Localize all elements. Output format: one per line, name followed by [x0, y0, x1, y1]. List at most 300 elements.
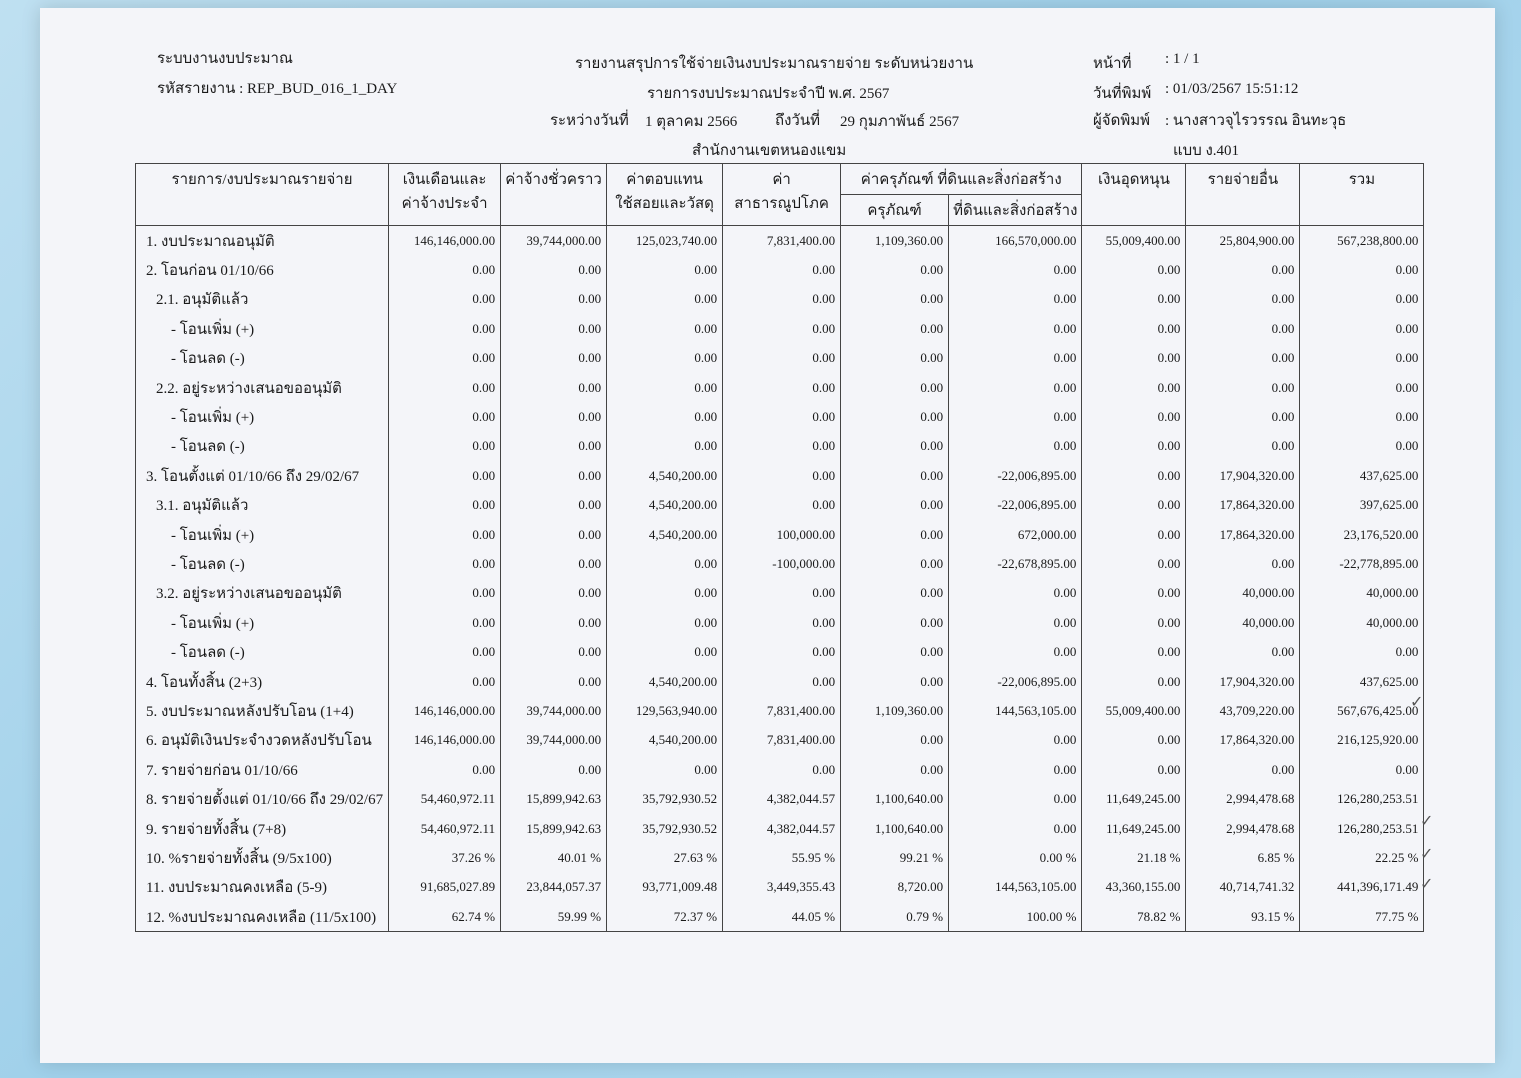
col-utility: [723, 164, 841, 226]
table-cell: 0.00: [1300, 344, 1424, 373]
table-cell: 0.00: [501, 285, 607, 314]
table-row: [136, 285, 1424, 314]
table-cell: 43,709,220.00: [1186, 696, 1300, 725]
col-capital-group: ค่าครุภัณฑ์ ที่ดินและสิ่งก่อสร้าง: [841, 164, 1082, 195]
table-cell: 0.00: [607, 285, 723, 314]
table-cell: 0.00: [501, 255, 607, 284]
table-cell: 0.00: [723, 314, 841, 343]
table-cell: 126,280,253.51: [1300, 814, 1424, 843]
table-cell: 0.00: [841, 637, 949, 666]
budget-table: [135, 163, 1424, 932]
row-label: 6. อนุมัติเงินประจำงวดหลังปรับโอน: [136, 726, 389, 755]
table-cell: 0.00: [389, 373, 501, 402]
table-cell: 0.00: [1082, 755, 1186, 784]
table-row: [136, 402, 1424, 431]
table-cell: 0.00: [723, 373, 841, 402]
date-to: 29 กุมภาพันธ์ 2567: [840, 114, 960, 130]
col-item: รายการ/งบประมาณรายจ่าย: [136, 164, 389, 226]
table-cell: 54,460,972.11: [389, 784, 501, 813]
check-mark: ✓: [1410, 694, 1424, 711]
table-cell: 0.00: [1082, 461, 1186, 490]
table-cell: 0.00: [1082, 549, 1186, 578]
table-cell: 0.00: [841, 314, 949, 343]
table-cell: 0.00: [1186, 285, 1300, 314]
table-cell: 7,831,400.00: [723, 226, 841, 256]
row-label: - โอนเพิ่ม (+): [136, 402, 389, 431]
col-other: รายจ่ายอื่น: [1186, 164, 1300, 226]
table-cell: 1,109,360.00: [841, 696, 949, 725]
check-mark: ✓: [1420, 846, 1434, 863]
table-cell: 0.00: [1300, 637, 1424, 666]
table-cell: 0.00: [1300, 755, 1424, 784]
table-cell: 21.18 %: [1082, 843, 1186, 872]
table-cell: 146,146,000.00: [389, 696, 501, 725]
table-cell: 0.00: [1186, 549, 1300, 578]
table-cell: 0.00: [1082, 432, 1186, 461]
table-cell: 1,100,640.00: [841, 814, 949, 843]
table-cell: 125,023,740.00: [607, 226, 723, 256]
table-cell: 7,831,400.00: [723, 726, 841, 755]
table-cell: 15,899,942.63: [501, 784, 607, 813]
table-cell: 40,714,741.32: [1186, 873, 1300, 902]
row-label: 5. งบประมาณหลังปรับโอน (1+4): [136, 696, 389, 725]
table-cell: 216,125,920.00: [1300, 726, 1424, 755]
table-cell: 0.00: [841, 373, 949, 402]
page-value: : 1 / 1: [1165, 51, 1200, 67]
table-cell: 54,460,972.11: [389, 814, 501, 843]
table-cell: 3,449,355.43: [723, 873, 841, 902]
check-mark: ✓: [1420, 876, 1434, 893]
row-label: 2.1. อนุมัติแล้ว: [136, 285, 389, 314]
table-cell: 4,382,044.57: [723, 784, 841, 813]
row-label: - โอนเพิ่ม (+): [136, 608, 389, 637]
table-cell: 6.85 %: [1186, 843, 1300, 872]
table-cell: 2,994,478.68: [1186, 814, 1300, 843]
table-row: [136, 373, 1424, 402]
table-cell: 437,625.00: [1300, 461, 1424, 490]
row-label: 3.2. อยู่ระหว่างเสนอขออนุมัติ: [136, 579, 389, 608]
table-cell: 0.00: [841, 432, 949, 461]
table-cell: 0.00: [1082, 255, 1186, 284]
table-cell: 0.00: [949, 814, 1082, 843]
table-cell: -22,678,895.00: [949, 549, 1082, 578]
table-cell: 0.00: [841, 520, 949, 549]
table-cell: 0.00: [841, 579, 949, 608]
table-cell: 0.00: [389, 314, 501, 343]
table-row: [136, 637, 1424, 666]
table-cell: 55,009,400.00: [1082, 226, 1186, 256]
table-cell: 39,744,000.00: [501, 726, 607, 755]
table-cell: 23,844,057.37: [501, 873, 607, 902]
table-cell: 0.00: [841, 726, 949, 755]
table-cell: 0.00: [1186, 755, 1300, 784]
table-row: [136, 667, 1424, 696]
table-cell: -100,000.00: [723, 549, 841, 578]
table-cell: 0.00: [389, 285, 501, 314]
table-cell: 40,000.00: [1186, 579, 1300, 608]
table-cell: 0.00: [501, 520, 607, 549]
report-paper: [40, 8, 1495, 1063]
table-cell: 0.00: [1082, 344, 1186, 373]
table-cell: 166,570,000.00: [949, 226, 1082, 256]
table-row: [136, 549, 1424, 578]
table-cell: 144,563,105.00: [949, 696, 1082, 725]
print-date-label: วันที่พิมพ์: [1093, 86, 1152, 102]
table-cell: 0.00: [501, 608, 607, 637]
table-row: [136, 608, 1424, 637]
table-cell: 0.00: [389, 755, 501, 784]
table-cell: 397,625.00: [1300, 491, 1424, 520]
table-cell: 0.00: [389, 579, 501, 608]
table-cell: 27.63 %: [607, 843, 723, 872]
report-title: รายงานสรุปการใช้จ่ายเงินงบประมาณรายจ่าย ระดับหน่วยงาน: [575, 56, 974, 72]
table-cell: 0.00 %: [949, 843, 1082, 872]
table-cell: 40,000.00: [1186, 608, 1300, 637]
table-cell: 0.00: [841, 402, 949, 431]
table-cell: 22.25 %: [1300, 843, 1424, 872]
table-cell: 0.00: [1186, 402, 1300, 431]
date-from-label: ระหว่างวันที่: [550, 113, 629, 129]
table-cell: 0.00: [607, 402, 723, 431]
table-cell: 44.05 %: [723, 902, 841, 932]
table-cell: 0.00: [501, 549, 607, 578]
table-cell: 4,540,200.00: [607, 520, 723, 549]
table-cell: 144,563,105.00: [949, 873, 1082, 902]
row-label: 11. งบประมาณคงเหลือ (5-9): [136, 873, 389, 902]
table-cell: 4,540,200.00: [607, 667, 723, 696]
table-cell: 0.00: [1186, 314, 1300, 343]
table-cell: 40,000.00: [1300, 608, 1424, 637]
row-label: 3. โอนตั้งแต่ 01/10/66 ถึง 29/02/67: [136, 461, 389, 490]
table-cell: 17,864,320.00: [1186, 491, 1300, 520]
table-cell: 146,146,000.00: [389, 726, 501, 755]
table-cell: 0.00: [723, 255, 841, 284]
table-cell: 0.00: [607, 608, 723, 637]
table-cell: 567,676,425.00: [1300, 696, 1424, 725]
table-cell: 0.00: [949, 285, 1082, 314]
table-cell: 37.26 %: [389, 843, 501, 872]
table-cell: 0.00: [1082, 608, 1186, 637]
report-subtitle: รายการงบประมาณประจำปี พ.ศ. 2567: [647, 86, 890, 102]
table-cell: 0.00: [607, 755, 723, 784]
table-cell: 0.00: [723, 608, 841, 637]
table-cell: 0.00: [389, 491, 501, 520]
table-cell: 0.00: [841, 344, 949, 373]
table-cell: 0.00: [389, 461, 501, 490]
row-label: 10. %รายจ่ายทั้งสิ้น (9/5x100): [136, 843, 389, 872]
table-cell: 126,280,253.51: [1300, 784, 1424, 813]
table-cell: 0.00: [1186, 344, 1300, 373]
table-cell: 0.00: [1186, 373, 1300, 402]
table-cell: 0.00: [1082, 373, 1186, 402]
table-row: [136, 255, 1424, 284]
table-cell: 0.00: [841, 549, 949, 578]
table-cell: 0.00: [949, 755, 1082, 784]
table-cell: 0.00: [841, 255, 949, 284]
table-cell: 0.00: [1082, 579, 1186, 608]
col-compensation: [607, 164, 723, 226]
table-cell: 0.00: [607, 344, 723, 373]
col-utility-line2: สาธารณูปโภค: [734, 196, 829, 212]
table-cell: 0.00: [949, 402, 1082, 431]
table-cell: 0.00: [949, 314, 1082, 343]
table-cell: 25,804,900.00: [1186, 226, 1300, 256]
table-row: [136, 784, 1424, 813]
table-row: [136, 579, 1424, 608]
table-cell: 0.00: [389, 667, 501, 696]
table-cell: 100.00 %: [949, 902, 1082, 932]
table-cell: 91,685,027.89: [389, 873, 501, 902]
table-row: [136, 843, 1424, 872]
table-cell: 0.00: [723, 491, 841, 520]
col-compensation-line2: ใช้สอยและวัสดุ: [615, 196, 714, 212]
budget-table-body: [136, 226, 1424, 932]
table-cell: 0.00: [1082, 667, 1186, 696]
table-cell: 0.00: [607, 637, 723, 666]
page-label: หน้าที่: [1093, 56, 1132, 72]
table-row: [136, 314, 1424, 343]
table-cell: 0.00: [723, 755, 841, 784]
row-label: 7. รายจ่ายก่อน 01/10/66: [136, 755, 389, 784]
table-cell: 43,360,155.00: [1082, 873, 1186, 902]
table-cell: 0.00: [501, 373, 607, 402]
table-cell: 0.00: [841, 667, 949, 696]
table-cell: 0.00: [1300, 402, 1424, 431]
row-label: - โอนเพิ่ม (+): [136, 314, 389, 343]
table-cell: 0.00: [389, 402, 501, 431]
table-cell: 146,146,000.00: [389, 226, 501, 256]
row-label: 4. โอนทั้งสิ้น (2+3): [136, 667, 389, 696]
table-cell: 0.00: [389, 344, 501, 373]
table-cell: 0.00: [841, 461, 949, 490]
table-cell: 35,792,930.52: [607, 784, 723, 813]
table-cell: 0.00: [949, 784, 1082, 813]
table-cell: 0.00: [949, 344, 1082, 373]
table-cell: 0.00: [1300, 285, 1424, 314]
table-cell: 0.00: [501, 432, 607, 461]
table-cell: -22,006,895.00: [949, 461, 1082, 490]
col-total: รวม: [1300, 164, 1424, 226]
table-cell: 59.99 %: [501, 902, 607, 932]
table-cell: 0.00: [841, 608, 949, 637]
table-cell: 672,000.00: [949, 520, 1082, 549]
table-cell: 0.00: [389, 608, 501, 637]
table-cell: 40.01 %: [501, 843, 607, 872]
table-cell: 8,720.00: [841, 873, 949, 902]
table-cell: 0.00: [1082, 285, 1186, 314]
table-cell: 40,000.00: [1300, 579, 1424, 608]
table-cell: 72.37 %: [607, 902, 723, 932]
table-cell: 0.00: [1300, 314, 1424, 343]
table-cell: 0.00: [949, 637, 1082, 666]
table-cell: 17,864,320.00: [1186, 520, 1300, 549]
col-salary-line2: ค่าจ้างประจำ: [401, 196, 488, 212]
table-cell: 100,000.00: [723, 520, 841, 549]
table-row: [136, 726, 1424, 755]
budget-table-wrapper: [135, 163, 1424, 932]
table-cell: 0.00: [723, 667, 841, 696]
table-row: [136, 755, 1424, 784]
table-cell: 4,540,200.00: [607, 461, 723, 490]
check-mark: ✓: [1420, 813, 1434, 830]
table-cell: 7,831,400.00: [723, 696, 841, 725]
table-cell: 0.00: [1082, 491, 1186, 520]
table-cell: 0.00: [1186, 255, 1300, 284]
table-cell: 93.15 %: [1186, 902, 1300, 932]
table-row: [136, 432, 1424, 461]
table-row: [136, 696, 1424, 725]
table-cell: 0.00: [723, 402, 841, 431]
table-cell: 0.00: [841, 755, 949, 784]
table-cell: 0.00: [841, 285, 949, 314]
table-cell: 1,109,360.00: [841, 226, 949, 256]
col-subsidy: เงินอุดหนุน: [1082, 164, 1186, 226]
table-cell: 4,540,200.00: [607, 491, 723, 520]
table-cell: 0.00: [607, 314, 723, 343]
col-compensation-line1: ค่าตอบแทน: [626, 172, 703, 188]
print-date-value: : 01/03/2567 15:51:12: [1165, 81, 1299, 97]
system-name: ระบบงานงบประมาณ: [157, 51, 293, 67]
date-from: 1 ตุลาคม 2566: [645, 114, 738, 130]
table-cell: 0.00: [607, 549, 723, 578]
row-label: - โอนเพิ่ม (+): [136, 520, 389, 549]
row-label: 1. งบประมาณอนุมัติ: [136, 226, 389, 256]
table-cell: 0.00: [1300, 432, 1424, 461]
table-cell: 0.00: [389, 432, 501, 461]
table-cell: 17,904,320.00: [1186, 461, 1300, 490]
table-cell: 2,994,478.68: [1186, 784, 1300, 813]
printer-label: ผู้จัดพิมพ์: [1093, 113, 1150, 129]
table-cell: 0.00: [501, 579, 607, 608]
table-cell: 39,744,000.00: [501, 696, 607, 725]
col-temp-wage: ค่าจ้างชั่วคราว: [501, 164, 607, 226]
table-cell: 99.21 %: [841, 843, 949, 872]
table-cell: 0.00: [607, 579, 723, 608]
table-cell: 0.00: [949, 373, 1082, 402]
table-cell: 0.00: [1082, 520, 1186, 549]
table-cell: 0.00: [389, 637, 501, 666]
row-label: - โอนลด (-): [136, 344, 389, 373]
row-label: 12. %งบประมาณคงเหลือ (11/5x100): [136, 902, 389, 932]
col-equipment: ครุภัณฑ์: [841, 195, 949, 226]
table-cell: 35,792,930.52: [607, 814, 723, 843]
table-cell: 0.00: [501, 755, 607, 784]
table-cell: 0.00: [949, 726, 1082, 755]
table-cell: -22,778,895.00: [1300, 549, 1424, 578]
date-to-label: ถึงวันที่: [775, 113, 820, 129]
table-cell: 0.00: [501, 667, 607, 696]
table-cell: 0.00: [1300, 255, 1424, 284]
table-cell: 0.00: [723, 344, 841, 373]
table-cell: 0.00: [841, 491, 949, 520]
table-cell: 17,904,320.00: [1186, 667, 1300, 696]
table-cell: 11,649,245.00: [1082, 784, 1186, 813]
table-row: [136, 491, 1424, 520]
row-label: - โอนลด (-): [136, 432, 389, 461]
table-cell: 1,100,640.00: [841, 784, 949, 813]
table-row: [136, 461, 1424, 490]
col-salary: [389, 164, 501, 226]
table-cell: 0.00: [1300, 373, 1424, 402]
table-cell: 567,238,800.00: [1300, 226, 1424, 256]
table-cell: 0.00: [501, 314, 607, 343]
table-cell: -22,006,895.00: [949, 491, 1082, 520]
table-cell: 0.00: [949, 579, 1082, 608]
table-cell: 0.00: [949, 432, 1082, 461]
table-cell: 0.00: [1186, 637, 1300, 666]
table-row: [136, 344, 1424, 373]
table-cell: 55.95 %: [723, 843, 841, 872]
table-cell: 93,771,009.48: [607, 873, 723, 902]
form-code: แบบ ง.401: [1173, 143, 1240, 159]
table-cell: 0.00: [949, 608, 1082, 637]
table-cell: 0.00: [501, 461, 607, 490]
report-code: รหัสรายงาน : REP_BUD_016_1_DAY: [157, 81, 398, 97]
table-cell: 0.00: [949, 255, 1082, 284]
row-label: 8. รายจ่ายตั้งแต่ 01/10/66 ถึง 29/02/67: [136, 784, 389, 813]
table-cell: 0.00: [607, 373, 723, 402]
row-label: 9. รายจ่ายทั้งสิ้น (7+8): [136, 814, 389, 843]
table-cell: 0.00: [723, 579, 841, 608]
table-cell: 0.00: [723, 285, 841, 314]
table-cell: 0.00: [1082, 314, 1186, 343]
table-cell: 55,009,400.00: [1082, 696, 1186, 725]
printer-value: : นางสาวจุไรวรรณ อินทะวุธ: [1165, 113, 1347, 129]
table-cell: 4,382,044.57: [723, 814, 841, 843]
row-label: - โอนลด (-): [136, 549, 389, 578]
row-label: 2.2. อยู่ระหว่างเสนอขออนุมัติ: [136, 373, 389, 402]
table-cell: 0.00: [389, 520, 501, 549]
table-cell: 0.00: [501, 402, 607, 431]
table-cell: 0.00: [1186, 432, 1300, 461]
office-name: สำนักงานเขตหนองแขม: [692, 143, 847, 159]
table-cell: 0.00: [723, 461, 841, 490]
table-cell: 11,649,245.00: [1082, 814, 1186, 843]
table-cell: 62.74 %: [389, 902, 501, 932]
table-cell: 0.00: [501, 637, 607, 666]
table-cell: 0.00: [389, 255, 501, 284]
table-cell: 77.75 %: [1300, 902, 1424, 932]
table-cell: 0.79 %: [841, 902, 949, 932]
row-label: - โอนลด (-): [136, 637, 389, 666]
table-row: [136, 520, 1424, 549]
table-cell: 15,899,942.63: [501, 814, 607, 843]
table-cell: 78.82 %: [1082, 902, 1186, 932]
table-cell: 17,864,320.00: [1186, 726, 1300, 755]
table-cell: 4,540,200.00: [607, 726, 723, 755]
table-row: [136, 226, 1424, 256]
table-cell: 0.00: [1082, 637, 1186, 666]
table-cell: 0.00: [1082, 726, 1186, 755]
col-utility-line1: ค่า: [772, 172, 791, 188]
table-cell: 0.00: [607, 255, 723, 284]
table-cell: 39,744,000.00: [501, 226, 607, 256]
table-cell: 0.00: [723, 432, 841, 461]
table-cell: 0.00: [1082, 402, 1186, 431]
table-cell: 0.00: [607, 432, 723, 461]
table-cell: 0.00: [501, 491, 607, 520]
table-cell: 0.00: [501, 344, 607, 373]
table-cell: 129,563,940.00: [607, 696, 723, 725]
table-row: [136, 902, 1424, 932]
col-salary-line1: เงินเดือนและ: [402, 172, 487, 188]
col-land-building: ที่ดินและสิ่งก่อสร้าง: [949, 195, 1082, 226]
table-cell: 437,625.00: [1300, 667, 1424, 696]
row-label: 2. โอนก่อน 01/10/66: [136, 255, 389, 284]
table-cell: 23,176,520.00: [1300, 520, 1424, 549]
row-label: 3.1. อนุมัติแล้ว: [136, 491, 389, 520]
table-cell: -22,006,895.00: [949, 667, 1082, 696]
